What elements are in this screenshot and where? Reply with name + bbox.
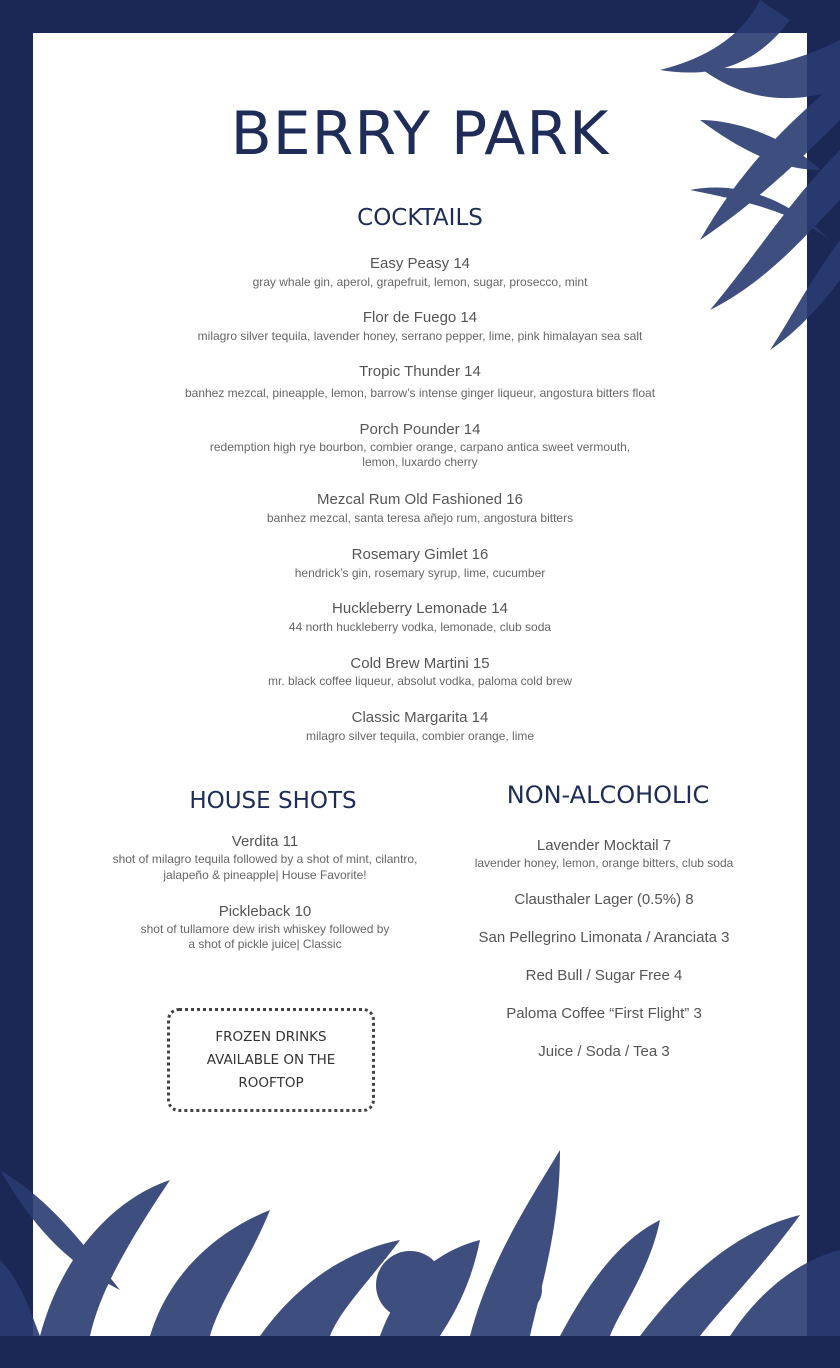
cocktail-name: Rosemary Gimlet 16 [351,546,489,563]
cocktail-name: Easy Peasy 14 [369,255,471,272]
cocktail-desc: mr. black coffee liqueur, absolut vodka, paloma cold brew [268,674,572,688]
frozen-drinks-text: FROZEN DRINKS AVAILABLE ON THE ROOFTOP [206,1028,336,1091]
na-item-name: Paloma Coffee “First Flight” 3 [506,1005,702,1022]
cocktail-name: Classic Margarita 14 [351,709,489,726]
shot-name: Pickleback 10 [218,903,312,920]
cocktail-name: Flor de Fuego 14 [362,309,478,326]
bottom-foliage-icon [0,1150,840,1336]
na-item-name: Red Bull / Sugar Free 4 [525,967,683,984]
cocktail-name: Cold Brew Martini 15 [350,655,490,672]
cocktail-name: Huckleberry Lemonade 14 [332,600,508,617]
na-item-name: Juice / Soda / Tea 3 [538,1043,670,1060]
palm-leaf-icon [660,0,840,350]
shot-desc: shot of tullamore dew irish whiskey followed by [140,922,390,936]
shot-desc-line2: jalapeño & pineapple| House Favorite! [163,868,367,882]
na-item-name: San Pellegrino Limonata / Aranciata 3 [478,929,730,946]
cocktail-desc-line2: lemon, luxardo cherry [362,455,478,469]
cocktail-name: Porch Pounder 14 [359,421,481,438]
cocktail-desc: banhez mezcal, santa teresa añejo rum, angostura bitters [266,511,574,525]
cocktail-desc: milagro silver tequila, combier orange, lime [305,729,535,743]
cocktail-name: Tropic Thunder 14 [359,363,481,380]
house-shots-heading: HOUSE SHOTS [189,788,357,814]
shot-name: Verdita 11 [231,833,299,850]
cocktail-name: Mezcal Rum Old Fashioned 16 [317,491,523,508]
cocktail-desc: gray whale gin, aperol, grapefruit, lemon, sugar, prosecco, mint [252,275,588,289]
na-item-desc: lavender honey, lemon, orange bitters, club soda [474,856,734,870]
na-item-name: Clausthaler Lager (0.5%) 8 [514,891,694,908]
shot-desc-line2: a shot of pickle juice| Classic [188,937,342,951]
cocktail-desc: banhez mezcal, pineapple, lemon, barrow’s intense ginger liqueur, angostura bitters float [184,386,656,400]
shot-desc: shot of milagro tequila followed by a shot of mint, cilantro, [112,852,418,866]
restaurant-title: BERRY PARK [230,99,610,169]
cocktail-desc: milagro silver tequila, lavender honey, serrano pepper, lime, pink himalayan sea salt [197,329,643,343]
na-item-name: Lavender Mocktail 7 [536,837,672,854]
non-alcoholic-heading: NON-ALCOHOLIC [506,781,710,809]
cocktail-desc: redemption high rye bourbon, combier orange, carpano antica sweet vermouth, [209,440,631,454]
cocktail-desc: hendrick’s gin, rosemary syrup, lime, cucumber [294,566,546,580]
cocktail-desc: 44 north huckleberry vodka, lemonade, club soda [288,620,552,634]
cocktails-heading: COCKTAILS [357,205,483,231]
